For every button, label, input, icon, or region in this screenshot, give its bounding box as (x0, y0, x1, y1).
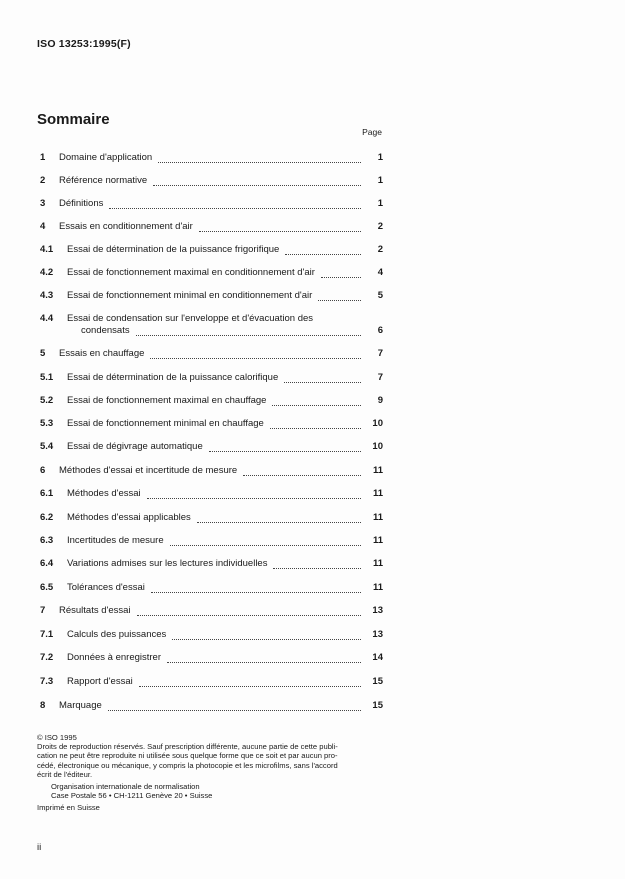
leader-dots (153, 176, 361, 186)
toc-title: Tolérances d'essai (67, 582, 145, 593)
leader-dots (109, 199, 361, 209)
toc-title: Essais en conditionnement d'air (59, 221, 193, 232)
toc-page: 13 (372, 605, 383, 616)
toc-title: Méthodes d'essai applicables (67, 512, 191, 523)
toc-number: 6 (40, 465, 46, 476)
copyright-notice (37, 733, 385, 813)
toc-number: 7.1 (40, 629, 54, 640)
toc-page: 11 (372, 582, 383, 593)
toc-title: Essai de fonctionnement maximal en chauffage (67, 395, 267, 406)
toc-number: 4.1 (40, 244, 54, 255)
toc-page: 10 (372, 418, 383, 429)
toc-page: 15 (372, 676, 383, 687)
toc-title: Rapport d'essai (67, 676, 133, 687)
leader-dots (272, 396, 361, 406)
toc-number: 5.4 (40, 441, 54, 452)
toc-number: 5.1 (40, 372, 54, 383)
toc-number: 3 (40, 198, 46, 209)
toc-number: 8 (40, 700, 46, 711)
toc-number: 6.3 (40, 535, 54, 546)
leader-dots (150, 349, 361, 359)
leader-dots (137, 606, 361, 616)
toc-number: 4 (40, 221, 46, 232)
toc-number: 4.4 (40, 313, 54, 324)
toc-number: 4.3 (40, 290, 54, 301)
toc-number: 7.3 (40, 676, 54, 687)
document-code: ISO 13253:1995(F) (37, 38, 131, 50)
toc-page: 9 (377, 395, 383, 406)
toc-number: 4.2 (40, 267, 54, 278)
toc-page: 11 (372, 465, 383, 476)
printed-in: Imprimé en Suisse (37, 803, 100, 813)
leader-dots (139, 677, 361, 687)
leader-dots (273, 559, 361, 569)
page-column-label: Page (362, 127, 382, 137)
toc-title: Essai de détermination de la puissance frigorifique (67, 244, 280, 255)
toc-page: 11 (372, 558, 383, 569)
leader-dots (136, 326, 361, 336)
toc-page: 1 (377, 175, 383, 186)
toc-page: 14 (372, 652, 383, 663)
toc-entry-4-4[interactable] (37, 313, 385, 337)
leader-dots (158, 153, 361, 163)
leader-dots (151, 583, 361, 593)
toc-title: Incertitudes de mesure (67, 535, 164, 546)
leader-dots (167, 653, 361, 663)
leader-dots (170, 536, 361, 546)
toc-number: 6.2 (40, 512, 54, 523)
leader-dots (243, 466, 361, 476)
toc-title: Méthodes d'essai et incertitude de mesure (59, 465, 238, 476)
toc-number: 6.1 (40, 488, 54, 499)
toc-title: Résultats d'essai (59, 605, 131, 616)
toc-page: 1 (377, 198, 383, 209)
leader-dots (108, 701, 361, 711)
toc-page: 5 (377, 290, 383, 301)
toc-title: Essai de détermination de la puissance calorifique (67, 372, 279, 383)
toc-title: Variations admises sur les lectures individuelles (67, 558, 268, 569)
organisation-address: Case Postale 56 • CH-1211 Genève 20 • Suisse (51, 791, 213, 801)
leader-dots (199, 222, 361, 232)
rights-text: cédé, électronique ou mécanique, y compris la photocopie et les microfilms, sans l'accord (37, 760, 338, 770)
toc-page: 2 (377, 244, 383, 255)
toc-number: 1 (40, 152, 46, 163)
toc-number: 5 (40, 348, 46, 359)
toc-page: 13 (372, 629, 383, 640)
leader-dots (284, 373, 361, 383)
copyright-line: © ISO 1995 (37, 733, 77, 742)
toc-title: Essai de dégivrage automatique (67, 441, 203, 452)
toc-title: Essai de condensation sur l'enveloppe et d'évacuation des (67, 313, 314, 324)
toc-title: Référence normative (59, 175, 148, 186)
toc-number: 6.4 (40, 558, 54, 569)
toc-number: 5.3 (40, 418, 54, 429)
rights-text: écrit de l'éditeur. (37, 769, 93, 779)
toc-title: Calculs des puissances (67, 629, 167, 640)
toc-page: 4 (377, 267, 383, 278)
toc-title: Définitions (59, 198, 104, 209)
leader-dots (197, 513, 361, 523)
toc-title: Essai de fonctionnement maximal en conditionnement d'air (67, 267, 315, 278)
toc-page: 11 (372, 535, 383, 546)
toc-page: 11 (372, 488, 383, 499)
toc-page: 11 (372, 512, 383, 523)
toc-title: Essai de fonctionnement minimal en chauffage (67, 418, 264, 429)
toc-page: 6 (377, 325, 383, 336)
toc-title: Domaine d'application (59, 152, 153, 163)
toc-page: 7 (377, 348, 383, 359)
toc-title: Données à enregistrer (67, 652, 161, 663)
page-number: ii (37, 842, 42, 853)
leader-dots (285, 245, 361, 255)
toc-page: 10 (372, 441, 383, 452)
toc-number: 5.2 (40, 395, 54, 406)
toc-number: 7 (40, 605, 46, 616)
toc-page: 7 (377, 372, 383, 383)
toc-title: Essai de fonctionnement minimal en conditionnement d'air (67, 290, 313, 301)
leader-dots (321, 268, 361, 278)
toc-title: Marquage (59, 700, 102, 711)
rights-text: Droits de reproduction réservés. Sauf prescription différente, aucune partie de cette publi- (37, 742, 338, 752)
toc-page: 2 (377, 221, 383, 232)
toc-number: 6.5 (40, 582, 54, 593)
leader-dots (270, 419, 361, 429)
toc-title-continuation: condensats (81, 325, 130, 336)
page-title: Sommaire (37, 111, 110, 128)
toc-number: 2 (40, 175, 46, 186)
toc-title: Essais en chauffage (59, 348, 145, 359)
toc-page: 15 (372, 700, 383, 711)
toc-page: 1 (377, 152, 383, 163)
organisation-name: Organisation internationale de normalisation (51, 782, 200, 792)
leader-dots (318, 291, 361, 301)
toc-title: Méthodes d'essai (67, 488, 141, 499)
rights-text: cation ne peut être reproduite ni utilisée sous quelque forme que ce soit et par aucun pro- (37, 751, 338, 761)
leader-dots (172, 630, 361, 640)
toc-number: 7.2 (40, 652, 54, 663)
leader-dots (209, 442, 361, 452)
leader-dots (147, 489, 361, 499)
